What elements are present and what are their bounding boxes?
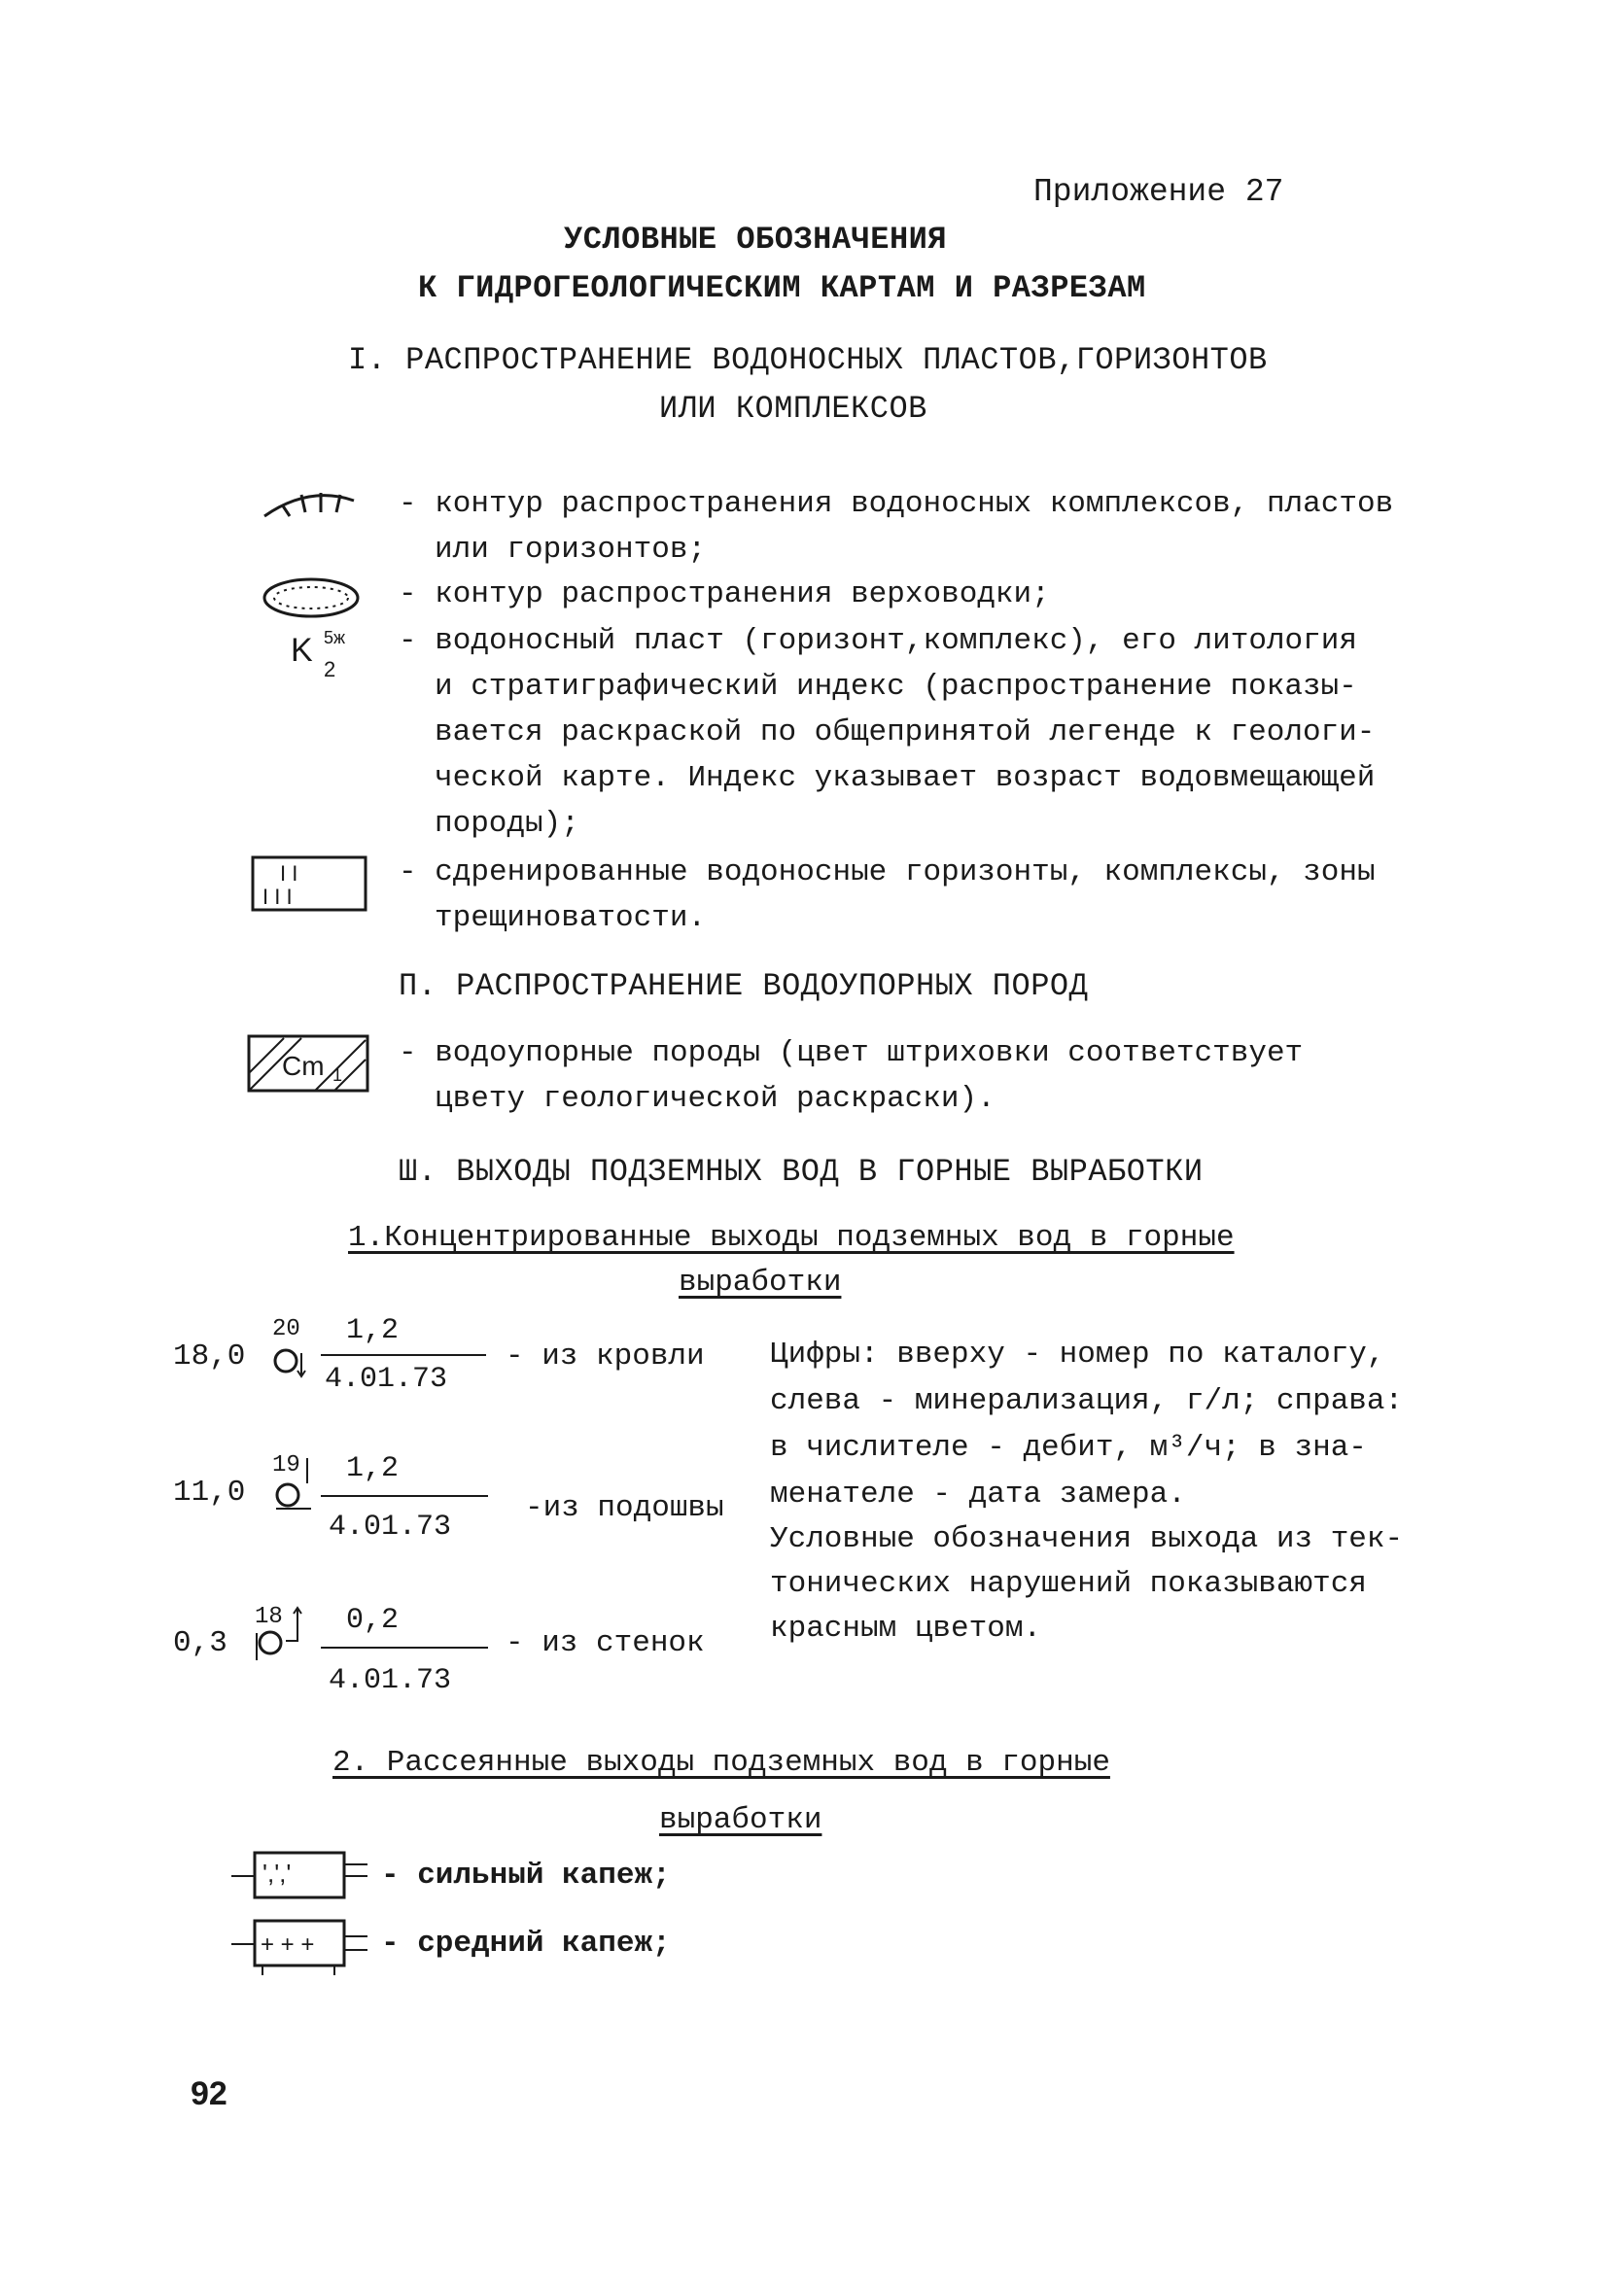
section1-item3-line2: и стратиграфический индекс (распространение показы- — [435, 670, 1357, 704]
aquiclude-hatch-icon — [247, 1034, 371, 1095]
explanation-line4: менателе - дата замера. — [770, 1478, 1186, 1512]
page-number: 92 — [191, 2075, 227, 2112]
svg-text:K: K — [291, 632, 313, 669]
section3-sub1-line1: 1.Концентрированные выходы подземных вод в горные — [348, 1221, 1235, 1255]
heavy-drip-icon — [229, 1847, 369, 1905]
example1-mineralization: 18,0 — [173, 1339, 246, 1374]
section3-sub2-line1: 2. Рассеянные выходы подземных вод в горные — [332, 1746, 1110, 1780]
example2-note: -из подошвы — [525, 1491, 724, 1525]
section3-heading: Ш. ВЫХОДЫ ПОДЗЕМНЫХ ВОД В ГОРНЫЕ ВЫРАБОТКИ — [399, 1154, 1204, 1190]
example3-note: - из стенок — [506, 1626, 705, 1660]
explanation-line2: слева - минерализация, г/л; справа: — [770, 1384, 1404, 1418]
section1-item4-line2: трещиноватости. — [435, 901, 707, 935]
example2-denominator: 4.01.73 — [329, 1511, 452, 1544]
section1-heading-line2: ИЛИ КОМПЛЕКСОВ — [659, 391, 927, 427]
stratigraphic-index-icon — [287, 622, 374, 680]
explanation-line5: Условные обозначения выхода из тек- — [770, 1522, 1404, 1556]
example3-numerator: 0,2 — [346, 1604, 400, 1637]
svg-text:',',': ',',' — [262, 1859, 292, 1888]
section1-item1-line1: - контур распространения водоносных комплексов, пластов — [399, 487, 1394, 521]
example1-fraction-line — [321, 1354, 486, 1356]
example1-note: - из кровли — [506, 1339, 705, 1374]
appendix-label: Приложение 27 — [1033, 174, 1284, 210]
section2-item-line2: цвету геологической раскраски). — [435, 1082, 996, 1116]
svg-text:2: 2 — [324, 657, 336, 681]
outflow-floor-icon — [272, 1454, 315, 1514]
section2-item-line1: - водоупорные породы (цвет штриховки соответствует — [399, 1036, 1304, 1070]
page-title-line2: К ГИДРОГЕОЛОГИЧЕСКИМ КАРТАМ И РАЗРЕЗАМ — [418, 270, 1146, 306]
example1-denominator: 4.01.73 — [325, 1363, 448, 1396]
explanation-line3: в числителе - дебит, м³/ч; в зна- — [770, 1431, 1367, 1465]
section3-sub1-line2: выработки — [679, 1266, 842, 1300]
example2-numerator: 1,2 — [346, 1452, 400, 1485]
drained-horizons-icon — [251, 853, 369, 914]
medium-drip-label: - средний капеж; — [381, 1927, 671, 1961]
section3-sub2-line2: выработки — [659, 1803, 822, 1837]
example2-number: 19 — [272, 1452, 300, 1478]
section2-heading: П. РАСПРОСТРАНЕНИЕ ВОДОУПОРНЫХ ПОРОД — [399, 968, 1089, 1004]
example3-number: 18 — [255, 1604, 283, 1630]
heavy-drip-label: - сильный капеж; — [381, 1859, 671, 1893]
section1-item1-line2: или горизонтов; — [435, 533, 707, 567]
example1-number: 20 — [272, 1316, 300, 1342]
section1-item3-line1: - водоносный пласт (горизонт,комплекс), его литология — [399, 624, 1357, 658]
explanation-line6: тонических нарушений показываются — [770, 1567, 1367, 1601]
section1-item3-line3: вается раскраской по общепринятой легенде к геологи- — [435, 715, 1376, 749]
example2-fraction-line — [321, 1495, 488, 1497]
example3-mineralization: 0,3 — [173, 1626, 227, 1660]
example2-mineralization: 11,0 — [173, 1476, 246, 1510]
svg-text:Cm: Cm — [282, 1051, 325, 1081]
example3-denominator: 4.01.73 — [329, 1664, 452, 1697]
svg-text:I I I: I I I — [262, 885, 293, 909]
example3-fraction-line — [321, 1647, 488, 1649]
svg-text:5ж: 5ж — [324, 628, 346, 647]
svg-text:+ + +: + + + — [261, 1931, 315, 1958]
aquifer-contour-icon — [261, 483, 358, 522]
example1-numerator: 1,2 — [346, 1314, 400, 1347]
explanation-line1: Цифры: вверху - номер по каталогу, — [770, 1338, 1385, 1372]
svg-text:1: 1 — [332, 1065, 343, 1085]
section1-item3-line4: ческой карте. Индекс указывает возраст водовмещающей — [435, 761, 1376, 795]
section1-item4-line1: - сдренированные водоносные горизонты, комплексы, зоны — [399, 855, 1376, 889]
outflow-roof-icon — [272, 1345, 311, 1378]
section1-heading-line1: I. РАСПРОСТРАНЕНИЕ ВОДОНОСНЫХ ПЛАСТОВ,ГОРИЗОНТОВ — [348, 342, 1268, 378]
outflow-walls-icon — [251, 1606, 309, 1664]
section1-item3-line5: породы); — [435, 807, 579, 841]
perched-water-contour-icon — [261, 574, 367, 622]
page-title-line1: УСЛОВНЫЕ ОБОЗНАЧЕНИЯ — [564, 222, 948, 258]
explanation-line7: красным цветом. — [770, 1612, 1042, 1646]
medium-drip-icon — [229, 1915, 369, 1977]
section1-item2-line1: - контур распространения верховодки; — [399, 577, 1050, 611]
svg-text:I I: I I — [280, 861, 298, 886]
